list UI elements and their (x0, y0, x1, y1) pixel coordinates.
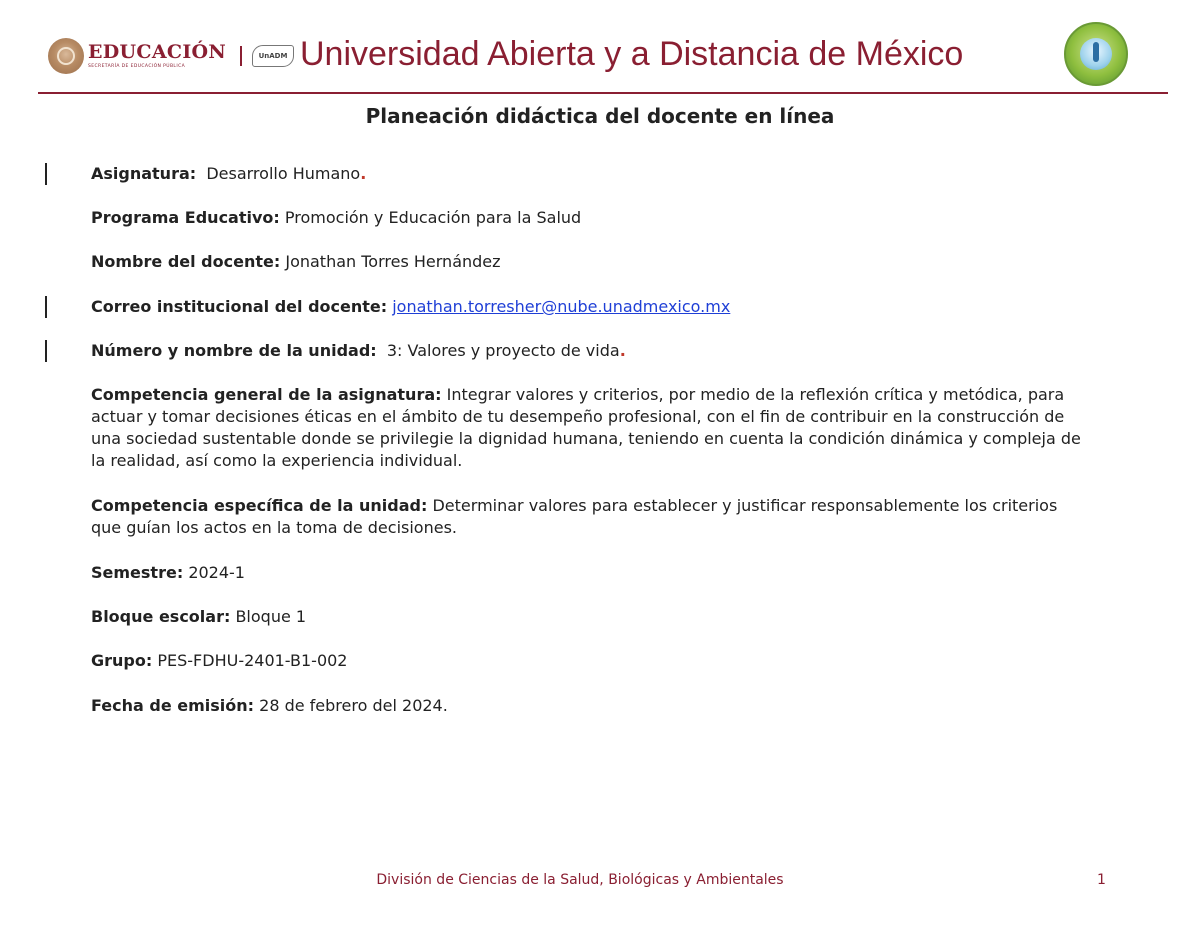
field-label: Bloque escolar: (91, 607, 231, 626)
field-correo (91, 296, 1091, 318)
field-bloque (91, 606, 1091, 628)
field-label: Asignatura: (91, 164, 197, 183)
field-value: 2024-1 (188, 563, 245, 582)
revision-mark: . (360, 164, 367, 183)
change-bar (45, 296, 47, 318)
field-unidad (91, 340, 1091, 362)
field-label: Nombre del docente: (91, 252, 281, 271)
field-value: PES-FDHU-2401-B1-002 (157, 651, 348, 670)
page-header (38, 22, 1168, 92)
education-logo-subtitle: SECRETARÍA DE EDUCACIÓN PÚBLICA (88, 63, 186, 69)
field-programa (91, 207, 1091, 229)
field-competencia-general (91, 384, 1091, 472)
field-value: 3: Valores y proyecto de vida (386, 341, 620, 360)
email-link[interactable]: jonathan.torresher@nube.unadmexico.mx (392, 297, 731, 316)
revision-mark: . (619, 341, 626, 360)
field-value: 28 de febrero del 2024. (259, 696, 448, 715)
change-bar (45, 340, 47, 362)
field-value: Promoción y Educación para la Salud (284, 208, 582, 227)
field-semestre (91, 562, 1091, 584)
field-value: Integrar valores y criterios, por medio de la reflexión crítica y metódica, para actuar y tomar decisiones éticas en el ámbito de tu desempeño profesional, con el fin de contribuir en la construcción de una sociedad sustentable donde se privilegie la dignidad humana, teniendo en cuenta la condición dinámica y compleja de la realidad, así como la experiencia individual. (91, 385, 1081, 470)
document-title: Planeación didáctica del docente en línea (365, 104, 835, 128)
education-logo-text (88, 40, 227, 70)
header-divider (38, 92, 1168, 94)
field-fecha (91, 695, 1091, 717)
field-label: Grupo: (91, 651, 153, 670)
field-label: Semestre: (91, 563, 184, 582)
field-label: Número y nombre de la unidad: (91, 341, 377, 360)
change-bar (45, 163, 47, 185)
field-label: Programa Educativo: (91, 208, 280, 227)
education-logo-word: EDUCACIÓN (88, 40, 227, 63)
field-grupo (91, 650, 1091, 672)
page-number: 1 (1097, 872, 1106, 888)
field-value: Jonathan Torres Hernández (285, 252, 501, 271)
field-label: Correo institucional del docente: (91, 297, 388, 316)
field-value: Bloque 1 (235, 607, 307, 626)
field-docente (91, 251, 1091, 273)
field-label: Fecha de emisión: (91, 696, 255, 715)
field-asignatura (91, 163, 1091, 185)
field-value: Determinar valores para establecer y justificar responsablemente los criterios que guían los actos en la toma de decisiones. (91, 496, 1058, 537)
field-label: Competencia específica de la unidad: (91, 496, 428, 515)
education-logo (48, 38, 294, 74)
footer-division: División de Ciencias de la Salud, Biológicas y Ambientales (376, 872, 784, 888)
university-name: Universidad Abierta y a Distancia de México (300, 35, 964, 73)
field-value: Desarrollo Humano (206, 164, 361, 183)
health-emblem-icon (1064, 22, 1128, 86)
unadm-logo: UnADM (252, 45, 294, 67)
national-seal-icon (48, 38, 84, 74)
field-competencia-especifica (91, 495, 1091, 539)
field-label: Competencia general de la asignatura: (91, 385, 442, 404)
emblem-figure (1093, 42, 1099, 62)
logo-separator (240, 46, 242, 66)
